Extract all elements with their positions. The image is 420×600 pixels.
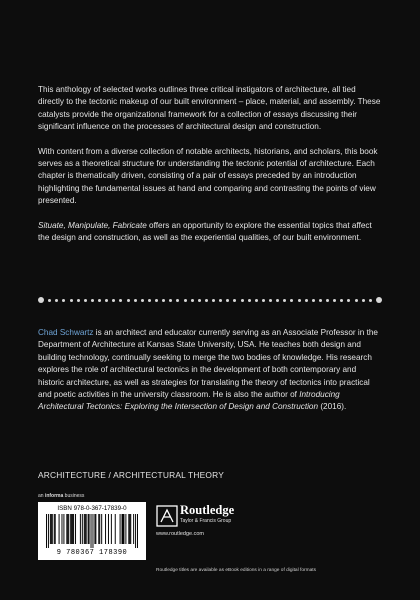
barcode-bar — [80, 514, 81, 544]
barcode-bar — [88, 514, 89, 544]
barcode-bar — [68, 514, 69, 544]
barcode-bar — [59, 514, 60, 544]
barcode-bar — [55, 514, 56, 544]
divider-dot — [376, 297, 382, 303]
divider-dot — [70, 299, 73, 302]
divider-dot — [276, 299, 279, 302]
barcode-bar — [85, 514, 86, 544]
description-paragraph-1: This anthology of selected works outlines three critical instigators of architecture, all tied directly to the tectonic makeup of our built environment – place, material, and assembly. These catalysts provide the organizational framework for a collection of essays discussing their significant influence on the processes of architectural design and construction. — [38, 85, 381, 132]
description-paragraph-3-text: offers an opportunity to explore the essential topics that affect the design and construction, as well as the experiential qualities, of our built environment. — [38, 220, 372, 243]
divider-dot — [38, 297, 44, 303]
divider-dot — [305, 299, 308, 302]
publisher-group: Taylor & Francis Group — [180, 518, 232, 524]
barcode-bar — [73, 514, 74, 544]
divider-dot — [262, 299, 265, 302]
barcode-bar — [48, 514, 49, 548]
barcode-bar — [135, 514, 136, 548]
barcode-bar — [95, 514, 96, 544]
barcode-bar — [72, 514, 73, 544]
publisher-name: Routledge — [180, 503, 235, 517]
barcode-bar — [75, 514, 76, 544]
barcode-bar — [130, 514, 131, 544]
barcode-bar — [108, 514, 109, 544]
divider-dot — [312, 299, 315, 302]
barcode-bar — [50, 514, 51, 544]
divider-dot — [255, 299, 258, 302]
divider-dot — [283, 299, 286, 302]
divider-dot — [226, 299, 229, 302]
description-paragraph-2: With content from a diverse collection of notable architects, historians, and scholars, this book serves as a theoretical structure for understanding the tectonic potential of architecture. Each chapter is thematically driven, consisting of a pair of essays preceded by an introduction highlighting the fundamental issues at hand and comparing and contrasting the points of view presented. — [38, 146, 378, 206]
description-paragraph-3 — [38, 220, 382, 245]
barcode-bar — [54, 514, 55, 544]
barcode-bars — [46, 514, 138, 548]
barcode-digits: 9 780367 178390 — [56, 549, 128, 557]
barcode-bar — [61, 514, 62, 544]
barcode-bar — [133, 514, 134, 544]
barcode-bar — [63, 514, 64, 544]
barcode-bar — [115, 514, 116, 544]
divider-dot — [112, 299, 115, 302]
divider-dot — [127, 299, 130, 302]
dotted-divider — [38, 297, 382, 303]
divider-dot — [319, 299, 322, 302]
barcode-bar — [52, 514, 53, 544]
divider-dot — [340, 299, 343, 302]
divider-dot — [184, 299, 187, 302]
barcode-bar — [70, 514, 71, 544]
routledge-logo-icon — [156, 505, 178, 527]
divider-dot — [141, 299, 144, 302]
divider-dot — [269, 299, 272, 302]
divider-dot — [347, 299, 350, 302]
barcode-bar — [51, 514, 52, 544]
author-name: Chad Schwartz — [38, 328, 94, 337]
barcode-bar — [120, 514, 121, 544]
divider-dot — [91, 299, 94, 302]
barcode-bar — [128, 514, 129, 544]
barcode-bar — [137, 514, 138, 548]
barcode-bar — [86, 514, 87, 544]
divider-dot — [369, 299, 372, 302]
author-bio-text-1: is an architect and educator currently serving as an Associate Professor in the Department of Architecture at Kansas State University, USA. He teaches both design and building technology, continually seeking to merge the two bodies of knowledge. His research explores the role of architectural tectonics in the development of both contemporary and historic architecture, as well as strategies for translating the theory of tectonics into practical and poetic activities in the university classroom. He is also the author of — [38, 328, 378, 400]
barcode-bar — [67, 514, 68, 544]
barcode-bar — [94, 514, 95, 544]
divider-dot — [119, 299, 122, 302]
divider-dot — [62, 299, 65, 302]
barcode-bar — [92, 514, 93, 548]
divider-dot — [191, 299, 194, 302]
barcode-bar — [123, 514, 124, 544]
barcode-bar — [122, 514, 123, 544]
divider-dot — [212, 299, 215, 302]
barcode-bar — [101, 514, 102, 544]
divider-dot — [77, 299, 80, 302]
divider-dot — [162, 299, 165, 302]
barcode-bar — [125, 514, 126, 544]
divider-dot — [219, 299, 222, 302]
barcode-bar — [66, 514, 67, 544]
divider-dot — [241, 299, 244, 302]
divider-dot — [148, 299, 151, 302]
divider-dot — [176, 299, 179, 302]
barcode-bar — [98, 514, 99, 544]
divider-dot — [362, 299, 365, 302]
isbn-barcode — [38, 502, 146, 560]
publisher-url[interactable]: www.routledge.com — [156, 531, 204, 537]
informa-business-label: an informa business — [38, 493, 85, 499]
subject-category: ARCHITECTURE / ARCHITECTURAL THEORY — [38, 470, 224, 480]
divider-dot — [248, 299, 251, 302]
barcode-bar — [89, 514, 90, 544]
book-title: Situate, Manipulate, Fabricate — [38, 220, 147, 230]
divider-dot — [169, 299, 172, 302]
barcode-bar — [91, 514, 92, 548]
barcode-bar — [99, 514, 100, 544]
isbn-number: ISBN 978-0-367-17839-0 — [57, 505, 127, 512]
book-description — [38, 84, 382, 244]
divider-dot — [290, 299, 293, 302]
divider-dot — [333, 299, 336, 302]
divider-dot — [105, 299, 108, 302]
divider-dot — [84, 299, 87, 302]
divider-dot — [155, 299, 158, 302]
previous-book-title: Introducing Architectural Tectonics: Exploring the Intersection of Design and Construction — [38, 390, 340, 412]
barcode-bar — [71, 514, 72, 544]
barcode-bar — [111, 514, 112, 544]
divider-dot — [233, 299, 236, 302]
divider-dot — [134, 299, 137, 302]
barcode-bar — [129, 514, 130, 544]
ebook-note: Routledge titles are available as eBook editions in a range of digital formats — [156, 568, 316, 573]
barcode-bar — [105, 514, 106, 544]
divider-dot — [355, 299, 358, 302]
barcode-bar — [84, 514, 85, 544]
divider-dot — [98, 299, 101, 302]
divider-dot — [48, 299, 51, 302]
barcode-bar — [123, 514, 124, 544]
author-bio — [38, 327, 382, 414]
informa-brand: informa — [44, 493, 64, 499]
divider-dot — [198, 299, 201, 302]
divider-dot — [326, 299, 329, 302]
author-bio-text-2: (2016). — [318, 402, 347, 412]
barcode-bar — [46, 514, 47, 548]
barcode-bar — [82, 514, 83, 544]
divider-dot — [298, 299, 301, 302]
divider-dot — [205, 299, 208, 302]
divider-dot — [55, 299, 58, 302]
